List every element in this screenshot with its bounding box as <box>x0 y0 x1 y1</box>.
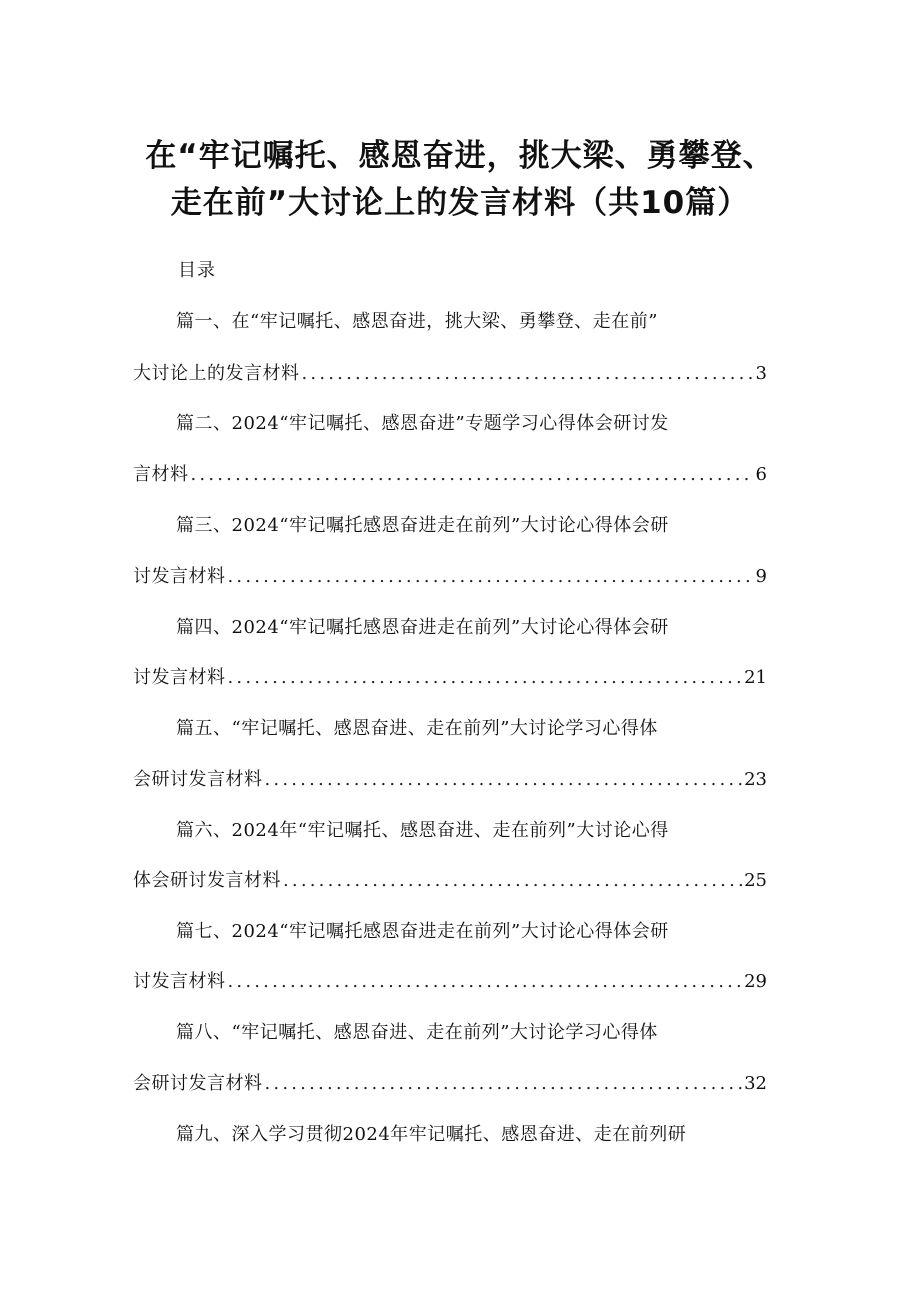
toc-entry-6-title[interactable]: 篇六、2024年“牢记嘱托、感恩奋进、走在前列”大讨论心得 <box>176 820 669 841</box>
toc-leader-dots <box>228 564 754 590</box>
toc-entry-3-title[interactable]: 篇三、2024“牢记嘱托感恩奋进走在前列”大讨论心得体会研 <box>176 515 669 536</box>
document-title-line-1: 在“牢记嘱托、感恩奋进，挑大梁、勇攀登、 <box>145 138 775 174</box>
toc-entry-1-page: 3 <box>755 363 767 384</box>
toc-entry-1-title[interactable]: 篇一、在“牢记嘱托、感恩奋进，挑大梁、勇攀登、走在前” <box>176 311 658 332</box>
toc-entry-2-continuation[interactable] <box>133 462 767 488</box>
toc-entry-4-text: 讨发言材料 <box>133 667 226 688</box>
toc-entry-8-title[interactable]: 篇八、“牢记嘱托、感恩奋进、走在前列”大讨论学习心得体 <box>176 1022 658 1043</box>
toc-leader-dots <box>265 1071 743 1097</box>
toc-entry-2-title[interactable]: 篇二、2024“牢记嘱托、感恩奋进”专题学习心得体会研讨发 <box>176 413 669 434</box>
toc-entry-6-page: 25 <box>744 870 767 891</box>
toc-heading: 目录 <box>178 260 216 281</box>
toc-entry-3-text: 讨发言材料 <box>133 566 226 587</box>
toc-entry-4-title[interactable]: 篇四、2024“牢记嘱托感恩奋进走在前列”大讨论心得体会研 <box>176 617 669 638</box>
toc-leader-dots <box>228 665 743 691</box>
toc-entry-2-text: 言材料 <box>133 464 189 485</box>
toc-entry-3-continuation[interactable] <box>133 564 767 590</box>
toc-entry-1-continuation[interactable] <box>133 361 767 387</box>
toc-entry-7-title[interactable]: 篇七、2024“牢记嘱托感恩奋进走在前列”大讨论心得体会研 <box>176 921 669 942</box>
toc-entry-5-page: 23 <box>744 769 767 790</box>
toc-leader-dots <box>191 462 754 488</box>
toc-entry-5-text: 会研讨发言材料 <box>133 769 263 790</box>
toc-entry-5-continuation[interactable] <box>133 767 767 793</box>
toc-leader-dots <box>265 767 743 793</box>
toc-entry-6-continuation[interactable] <box>133 868 767 894</box>
toc-leader-dots <box>302 361 754 387</box>
toc-entry-7-text: 讨发言材料 <box>133 971 226 992</box>
toc-entry-5-title[interactable]: 篇五、“牢记嘱托、感恩奋进、走在前列”大讨论学习心得体 <box>176 718 658 739</box>
toc-entry-1-text: 大讨论上的发言材料 <box>133 363 300 384</box>
toc-entry-8-text: 会研讨发言材料 <box>133 1073 263 1094</box>
document-title-line-2: 走在前”大讨论上的发言材料（共10篇） <box>170 185 750 221</box>
toc-entry-7-page: 29 <box>744 971 767 992</box>
toc-entry-2-page: 6 <box>755 464 767 485</box>
toc-entry-8-page: 32 <box>744 1073 767 1094</box>
toc-entry-7-continuation[interactable] <box>133 969 767 995</box>
toc-entry-4-page: 21 <box>744 667 767 688</box>
toc-entry-9-title[interactable]: 篇九、深入学习贯彻2024年牢记嘱托、感恩奋进、走在前列研 <box>176 1124 687 1145</box>
toc-entry-6-text: 体会研讨发言材料 <box>133 870 281 891</box>
toc-entry-8-continuation[interactable] <box>133 1071 767 1097</box>
toc-entry-3-page: 9 <box>755 566 767 587</box>
toc-entry-4-continuation[interactable] <box>133 665 767 691</box>
toc-leader-dots <box>283 868 742 894</box>
toc-leader-dots <box>228 969 743 995</box>
